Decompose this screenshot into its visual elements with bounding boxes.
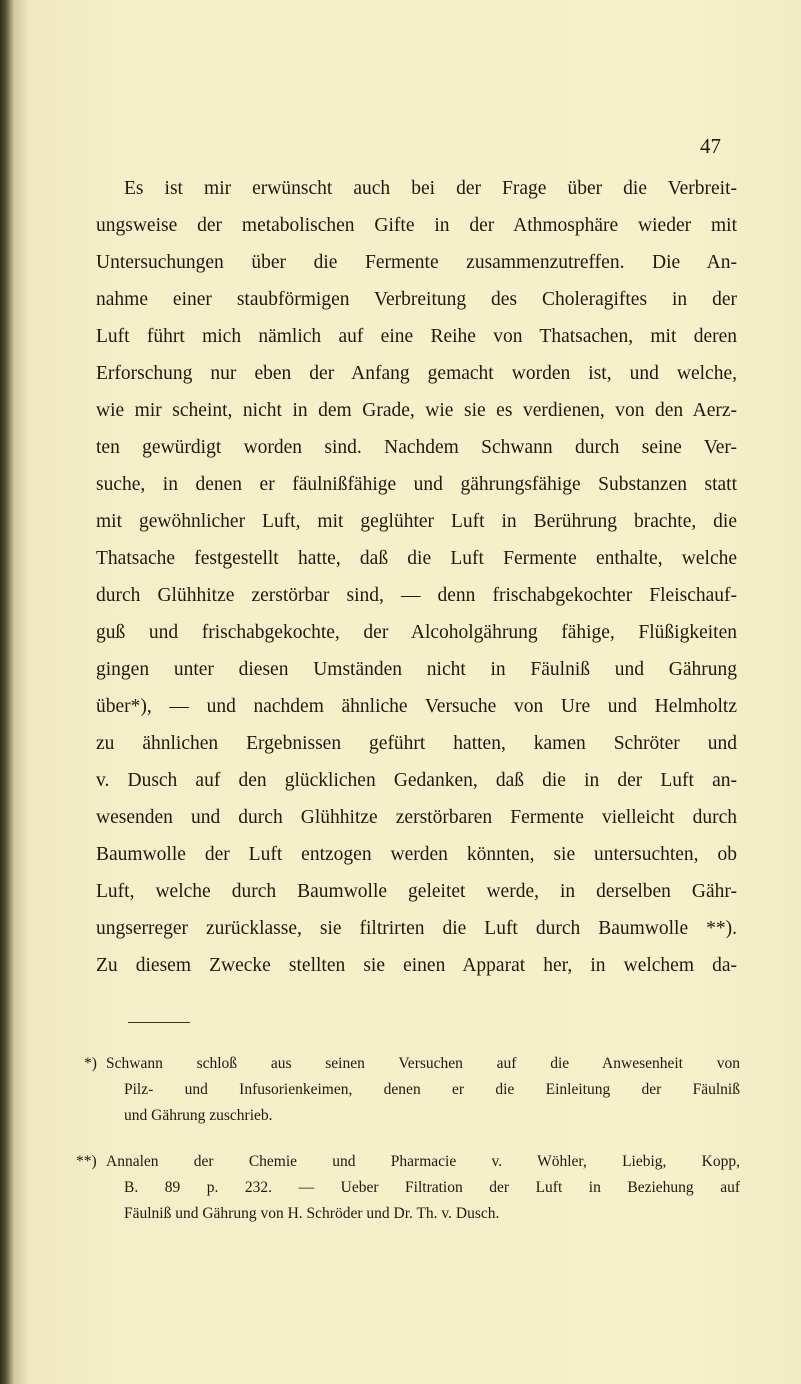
- text-line: Untersuchungen über die Fermente zusammenzutreffen. Die An-: [96, 252, 737, 273]
- text-line: Zu diesem Zwecke stellten sie einen Apparat her, in welchem da-: [96, 955, 737, 976]
- text-line: über*), — und nachdem ähnliche Versuche von Ure und Helmholtz: [96, 696, 737, 717]
- footnote-line: Fäulniß und Gährung von H. Schröder und Dr. Th. v. Dusch.: [124, 1205, 500, 1222]
- footnote-line: und Gährung zuschrieb.: [124, 1107, 273, 1124]
- page-number: 47: [700, 134, 721, 158]
- text-line: ten gewürdigt worden sind. Nachdem Schwann durch seine Ver-: [96, 437, 737, 458]
- text-line: gingen unter diesen Umständen nicht in Fäulniß und Gährung: [96, 659, 737, 680]
- footnote-line: Schwann schloß aus seinen Versuchen auf die Anwesenheit von: [106, 1055, 740, 1072]
- text-line: Luft führt mich nämlich auf eine Reihe von Thatsachen, mit deren: [96, 326, 737, 347]
- text-line: ungserreger zurücklasse, sie filtrirten die Luft durch Baumwolle **).: [96, 918, 737, 939]
- text-line: Luft, welche durch Baumwolle geleitet werde, in derselben Gähr-: [96, 881, 737, 902]
- footnote-line: Pilz- und Infusorienkeimen, denen er die Einleitung der Fäulniß: [124, 1081, 740, 1098]
- text-line: wesenden und durch Glühhitze zerstörbaren Fermente vielleicht durch: [96, 807, 737, 828]
- text-line: v. Dusch auf den glücklichen Gedanken, daß die in der Luft an-: [96, 770, 737, 791]
- text-line: Es ist mir erwünscht auch bei der Frage über die Verbreit-: [124, 178, 737, 199]
- text-line: Baumwolle der Luft entzogen werden könnten, sie untersuchten, ob: [96, 844, 737, 865]
- text-line: nahme einer staubförmigen Verbreitung des Choleragiftes in der: [96, 289, 737, 310]
- footnote-marker: **): [76, 1153, 97, 1170]
- footnote-line: Annalen der Chemie und Pharmacie v. Wöhler, Liebig, Kopp,: [106, 1153, 740, 1170]
- text-line: wie mir scheint, nicht in dem Grade, wie sie es verdienen, von den Aerz-: [96, 400, 737, 421]
- footnote-separator: [128, 1022, 190, 1023]
- footnote-line: B. 89 p. 232. — Ueber Filtration der Luft in Beziehung auf: [124, 1179, 740, 1196]
- text-line: zu ähnlichen Ergebnissen geführt hatten, kamen Schröter und: [96, 733, 737, 754]
- text-line: Erforschung nur eben der Anfang gemacht worden ist, und welche,: [96, 363, 737, 384]
- footnote-marker: *): [84, 1055, 97, 1072]
- text-line: ungsweise der metabolischen Gifte in der Athmosphäre wieder mit: [96, 215, 737, 236]
- text-line: guß und frischabgekochte, der Alcoholgährung fähige, Flüßigkeiten: [96, 622, 737, 643]
- text-line: mit gewöhnlicher Luft, mit geglühter Luft in Berührung brachte, die: [96, 511, 737, 532]
- text-line: durch Glühhitze zerstörbar sind, — denn frischabgekochter Fleischauf-: [96, 585, 737, 606]
- text-line: Thatsache festgestellt hatte, daß die Luft Fermente enthalte, welche: [96, 548, 737, 569]
- text-line: suche, in denen er fäulnißfähige und gährungsfähige Substanzen statt: [96, 474, 737, 495]
